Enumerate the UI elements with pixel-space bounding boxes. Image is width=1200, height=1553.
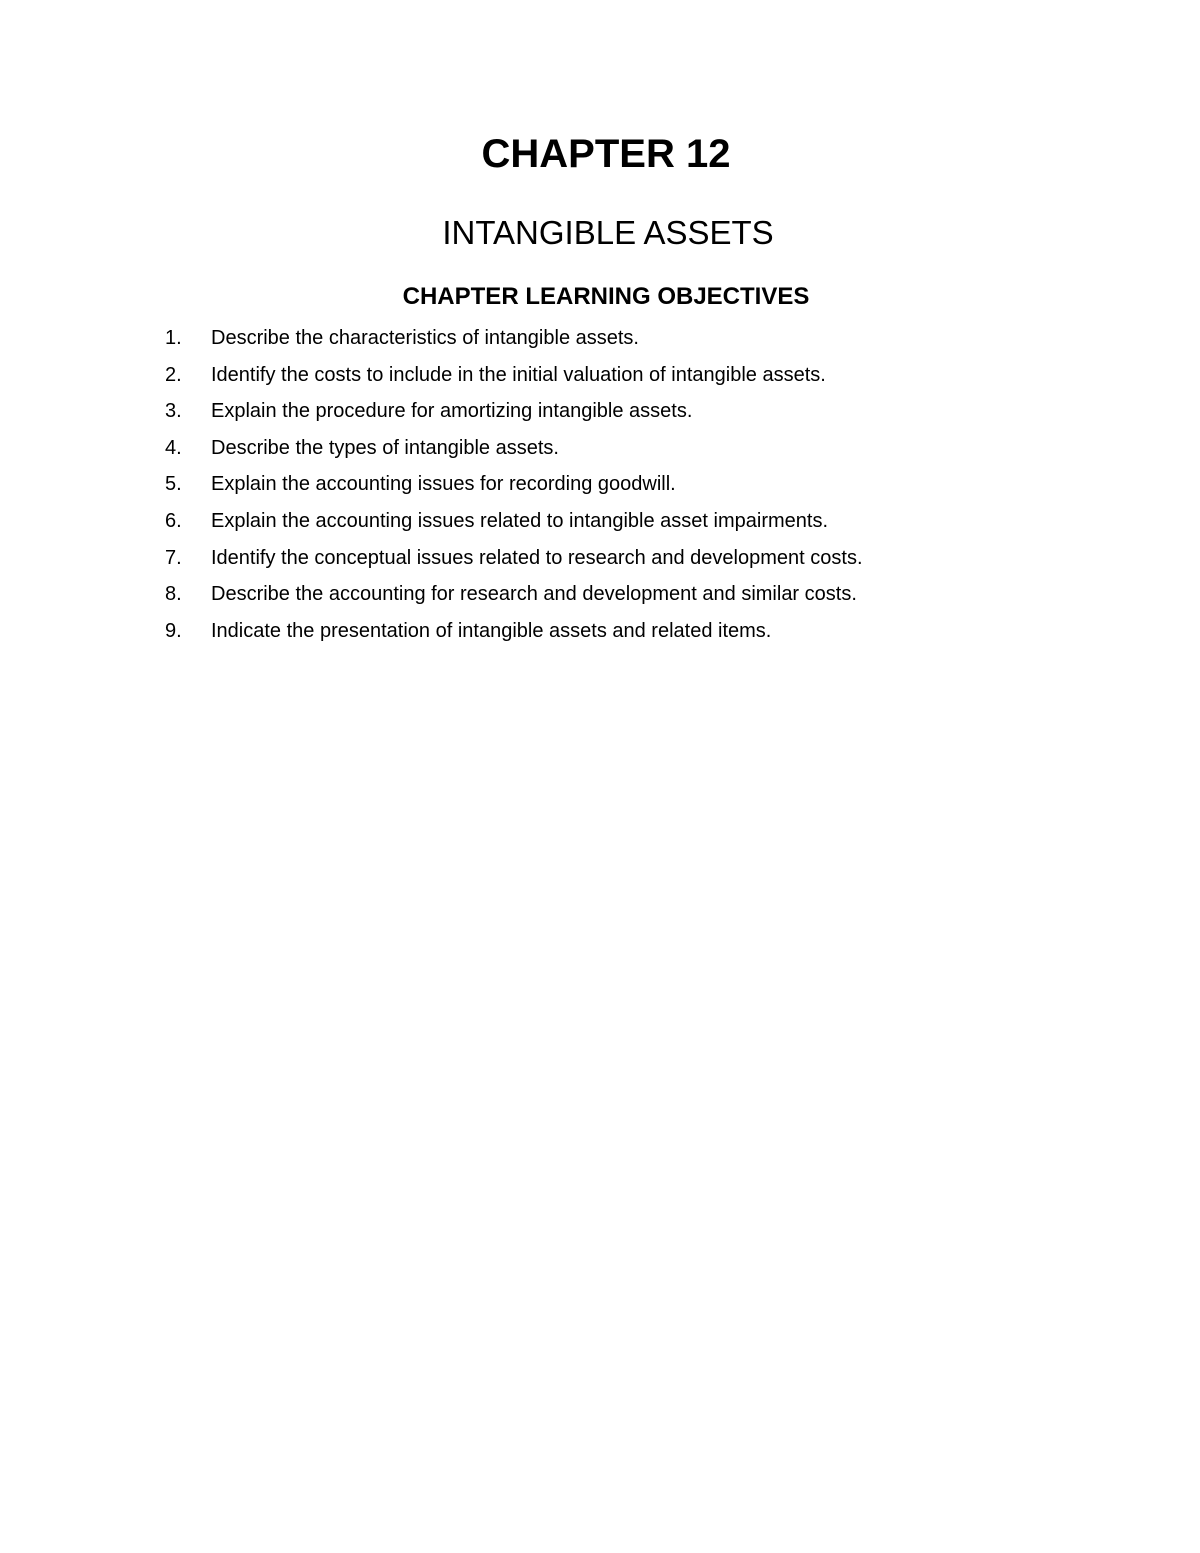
objective-text: Identify the costs to include in the initial valuation of intangible assets. — [211, 363, 826, 386]
objective-number: 5. — [165, 473, 182, 496]
objective-text: Explain the procedure for amortizing intangible assets. — [211, 400, 693, 423]
objective-text: Describe the characteristics of intangible assets. — [211, 327, 639, 349]
list-item — [165, 432, 1065, 469]
objective-text: Indicate the presentation of intangible assets and related items. — [211, 619, 772, 642]
objective-number: 6. — [165, 509, 182, 532]
objective-text: Describe the accounting for research and development and similar costs. — [211, 583, 857, 606]
list-item — [165, 468, 1065, 505]
objective-number: 4. — [165, 436, 182, 459]
list-item — [165, 578, 1065, 615]
chapter-title: INTANGIBLE ASSETS — [442, 214, 774, 251]
list-item — [165, 615, 1065, 652]
objective-number: 7. — [165, 546, 182, 569]
objective-text: Explain the accounting issues for recording goodwill. — [211, 473, 676, 496]
chapter-number: CHAPTER 12 — [481, 132, 731, 176]
objective-text: Explain the accounting issues related to intangible asset impairments. — [211, 509, 829, 532]
objectives-heading: CHAPTER LEARNING OBJECTIVES — [402, 283, 810, 310]
list-item — [165, 322, 1065, 359]
objective-number: 2. — [165, 363, 182, 386]
list-item — [165, 359, 1065, 396]
objective-number: 8. — [165, 583, 182, 606]
objective-text: Describe the types of intangible assets. — [211, 436, 559, 459]
objective-text: Identify the conceptual issues related to research and development costs. — [211, 546, 863, 569]
list-item — [165, 505, 1065, 542]
objective-number: 3. — [165, 400, 182, 423]
objective-number: 9. — [165, 619, 182, 642]
list-item — [165, 542, 1065, 579]
list-item — [165, 395, 1065, 432]
objective-number: 1. — [165, 327, 182, 349]
objectives-list — [165, 322, 1065, 651]
